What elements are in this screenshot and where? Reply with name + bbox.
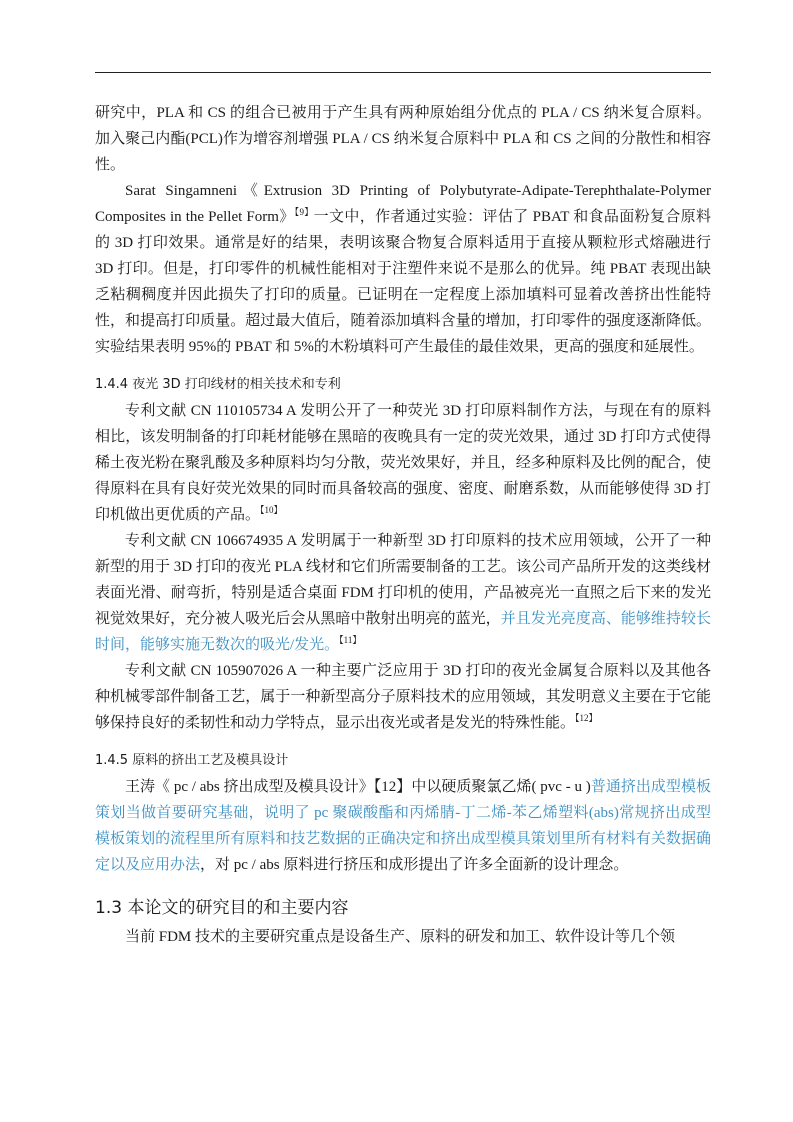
patent-cn106674935-text: 专利文献 CN 106674935 A 发明属于一种新型 3D 打印原料的技术应用领域，公开了一种新型的用于 3D 打印的夜光 PLA 线材和它们所需要制备的工艺。该公司产品所开发的这类线材表面光滑、耐弯折，特别是适合桌面 FDM 打印机的使用，产品被亮光一直照之后下来的发光视觉效果好，充分被人吸光后会从黑暗中散射出明亮的蓝光， [95,533,711,627]
section-heading-1-4-4: 1.4.4 夜光 3D 打印线材的相关技术和专利 [95,377,341,392]
header-rule [95,72,711,73]
paragraph-patent-cn106674935 [95,528,711,658]
pc-abs-intro: 王涛《 pc / abs 挤出成型及模具设计》【12】中以硬质聚氯乙烯( pvc - u ) [125,779,591,795]
paragraph-patent-cn110105734 [95,398,711,528]
paragraph-pbat [95,178,711,360]
citation-9: 【9】 [294,207,314,217]
section-heading-1-4-5: 1.4.5 原料的挤出工艺及模具设计 [95,753,289,768]
document-body [95,100,711,950]
citation-12: 【12】 [575,713,598,723]
citation-10: 【10】 [260,505,283,515]
section-heading-1-3: 1.3 本论文的研究目的和主要内容 [95,898,349,918]
pc-abs-conclusion: ，对 pc / abs 原料进行挤压和成形提出了许多全面新的设计理念。 [200,857,629,873]
pbat-body: 一文中，作者通过实验：评估了 PBAT 和食品面粉复合原料的 3D 打印效果。通常是好的结果，表明该聚合物复合原料适用于直接从颗粒形式熔融进行 3D 打印。但是，打印零件的机械性能相对于注塑件来说不是那么的优异。纯 PBAT 表现出缺乏粘稠稠度并因此损失了打印的质量。已证明在一定程度上添加填料可显着改善挤出性能特性，和提高打印质量。超过最大值后，随着添加填料含量的增加，打印零件的强度逐渐降低。实验结果表明 95%的 PBAT 和 5%的木粉填料可产生最佳的最佳效果，更高的强度和延展性。 [95,209,711,355]
paragraph-fdm-intro: 当前 FDM 技术的主要研究重点是设备生产、原料的研发和加工、软件设计等几个领 [125,929,676,945]
paragraph-pla-cs: 研究中，PLA 和 CS 的组合已被用于产生具有两种原始组分优点的 PLA / CS 纳米复合原料。加入聚己内酯(PCL)作为增容剂增强 PLA / CS 纳米复合原料中 PLA 和 CS 之间的分散性和相容性。 [95,105,711,173]
patent-cn105907026-text: 专利文献 CN 105907026 A 一种主要广泛应用于 3D 打印的夜光金属复合原料以及其他各种机械零部件制备工艺，属于一种新型高分子原料技术的应用领域，其发明意义主要在于它能够保持良好的柔韧性和动力学特点，显示出夜光或者是发光的特殊性能。 [95,663,711,731]
patent-cn106674935-highlight: 并且发光亮度高、能够维持较长时间，能够实施无数次的吸光/发光。 [95,611,711,653]
paragraph-patent-cn105907026 [95,658,711,736]
citation-11: 【11】 [339,635,362,645]
paragraph-pc-abs [95,774,711,878]
pc-abs-highlight: 普通挤出成型模板策划当做首要研究基础，说明了 pc 聚碳酸酯和丙烯腈-丁二烯-苯乙烯塑料(abs)常规挤出成型模板策划的流程里所有原料和技艺数据的正确决定和挤出成型模具策划里所有材料有关数据确定以及应用办法 [95,779,711,873]
patent-cn110105734-text: 专利文献 CN 110105734 A 发明公开了一种荧光 3D 打印原料制作方法，与现在有的原料相比，该发明制备的打印耗材能够在黑暗的夜晚具有一定的荧光效果，通过 3D 打印方式使得稀土夜光粉在聚乳酸及多种原料均匀分散，荧光效果好，并且，经多种原料及比例的配合，使得原料在具有良好荧光效果的同时而具备较高的强度、密度、耐磨系数，从而能够使得 3D 打印机做出更优质的产品。 [95,403,711,523]
pbat-reference-title: Sarat Singamneni《Extrusion 3D Printing of Polybutyrate-Adipate-Terephthalate-Polymer Composites in the Pellet Form》 [95,183,711,225]
